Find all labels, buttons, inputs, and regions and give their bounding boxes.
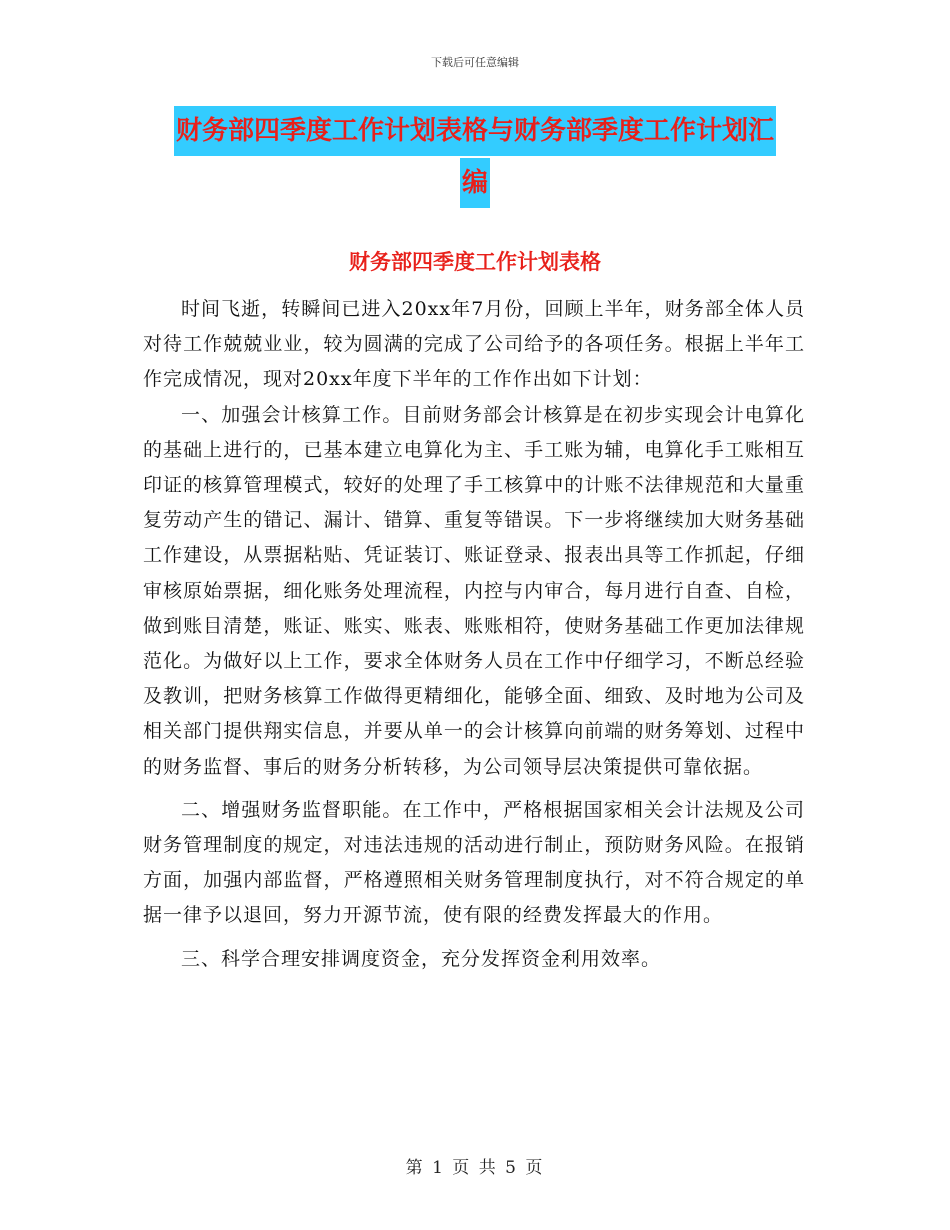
document-title-line-1: 财务部四季度工作计划表格与财务部季度工作计划汇 bbox=[174, 106, 776, 156]
paragraph-item-1: 一、加强会计核算工作。目前财务部会计核算是在初步实现会计电算化的基础上进行的，已基本建立电算化为主、手工账为辅，电算化手工账相互印证的核算管理模式，较好的处理了手工核算中的计账不法律规范和大量重复劳动产生的错记、漏计、错算、重复等错误。下一步将继续加大财务基础工作建设，从票据粘贴、凭证装订、账证登录、报表出具等工作抓起，仔细审核原始票据，细化账务处理流程，内控与内审合，每月进行自查、自检，做到账目清楚，账证、账实、账表、账账相符，使财务基础工作更加法律规范化。为做好以上工作，要求全体财务人员在工作中仔细学习，不断总经验及教训，把财务核算工作做得更精细化，能够全面、细致、及时地为公司及相关部门提供翔实信息，并要从单一的会计核算向前端的财务筹划、过程中的财务监督、事后的财务分析转移，为公司领导层决策提供可靠依据。 bbox=[143, 403, 805, 778]
section-title: 财务部四季度工作计划表格 bbox=[349, 249, 601, 274]
paragraph-intro: 时间飞逝，转瞬间已进入20xx年7月份，回顾上半年，财务部全体人员对待工作兢兢业业，较为圆满的完成了公司给予的各项任务。根据上半年工作完成情况，现对20xx年度下半年的工作作出如下计划： bbox=[143, 298, 805, 391]
page-number-footer: 第 1 页 共 5 页 bbox=[405, 1158, 545, 1178]
paragraph-item-2: 二、增强财务监督职能。在工作中，严格根据国家相关会计法规及公司财务管理制度的规定，对违法违规的活动进行制止，预防财务风险。在报销方面，加强内部监督，严格遵照相关财务管理制度执行，对不符合规定的单据一律予以退回，努力开源节流，使有限的经费发挥最大的作用。 bbox=[143, 798, 805, 927]
paragraph-item-3: 三、科学合理安排调度资金，充分发挥资金利用效率。 bbox=[181, 947, 662, 970]
document-title-line-2: 编 bbox=[460, 158, 490, 208]
page-header-note: 下载后可任意编辑 bbox=[431, 56, 519, 69]
document-title bbox=[0, 106, 950, 208]
document-body bbox=[143, 292, 805, 977]
